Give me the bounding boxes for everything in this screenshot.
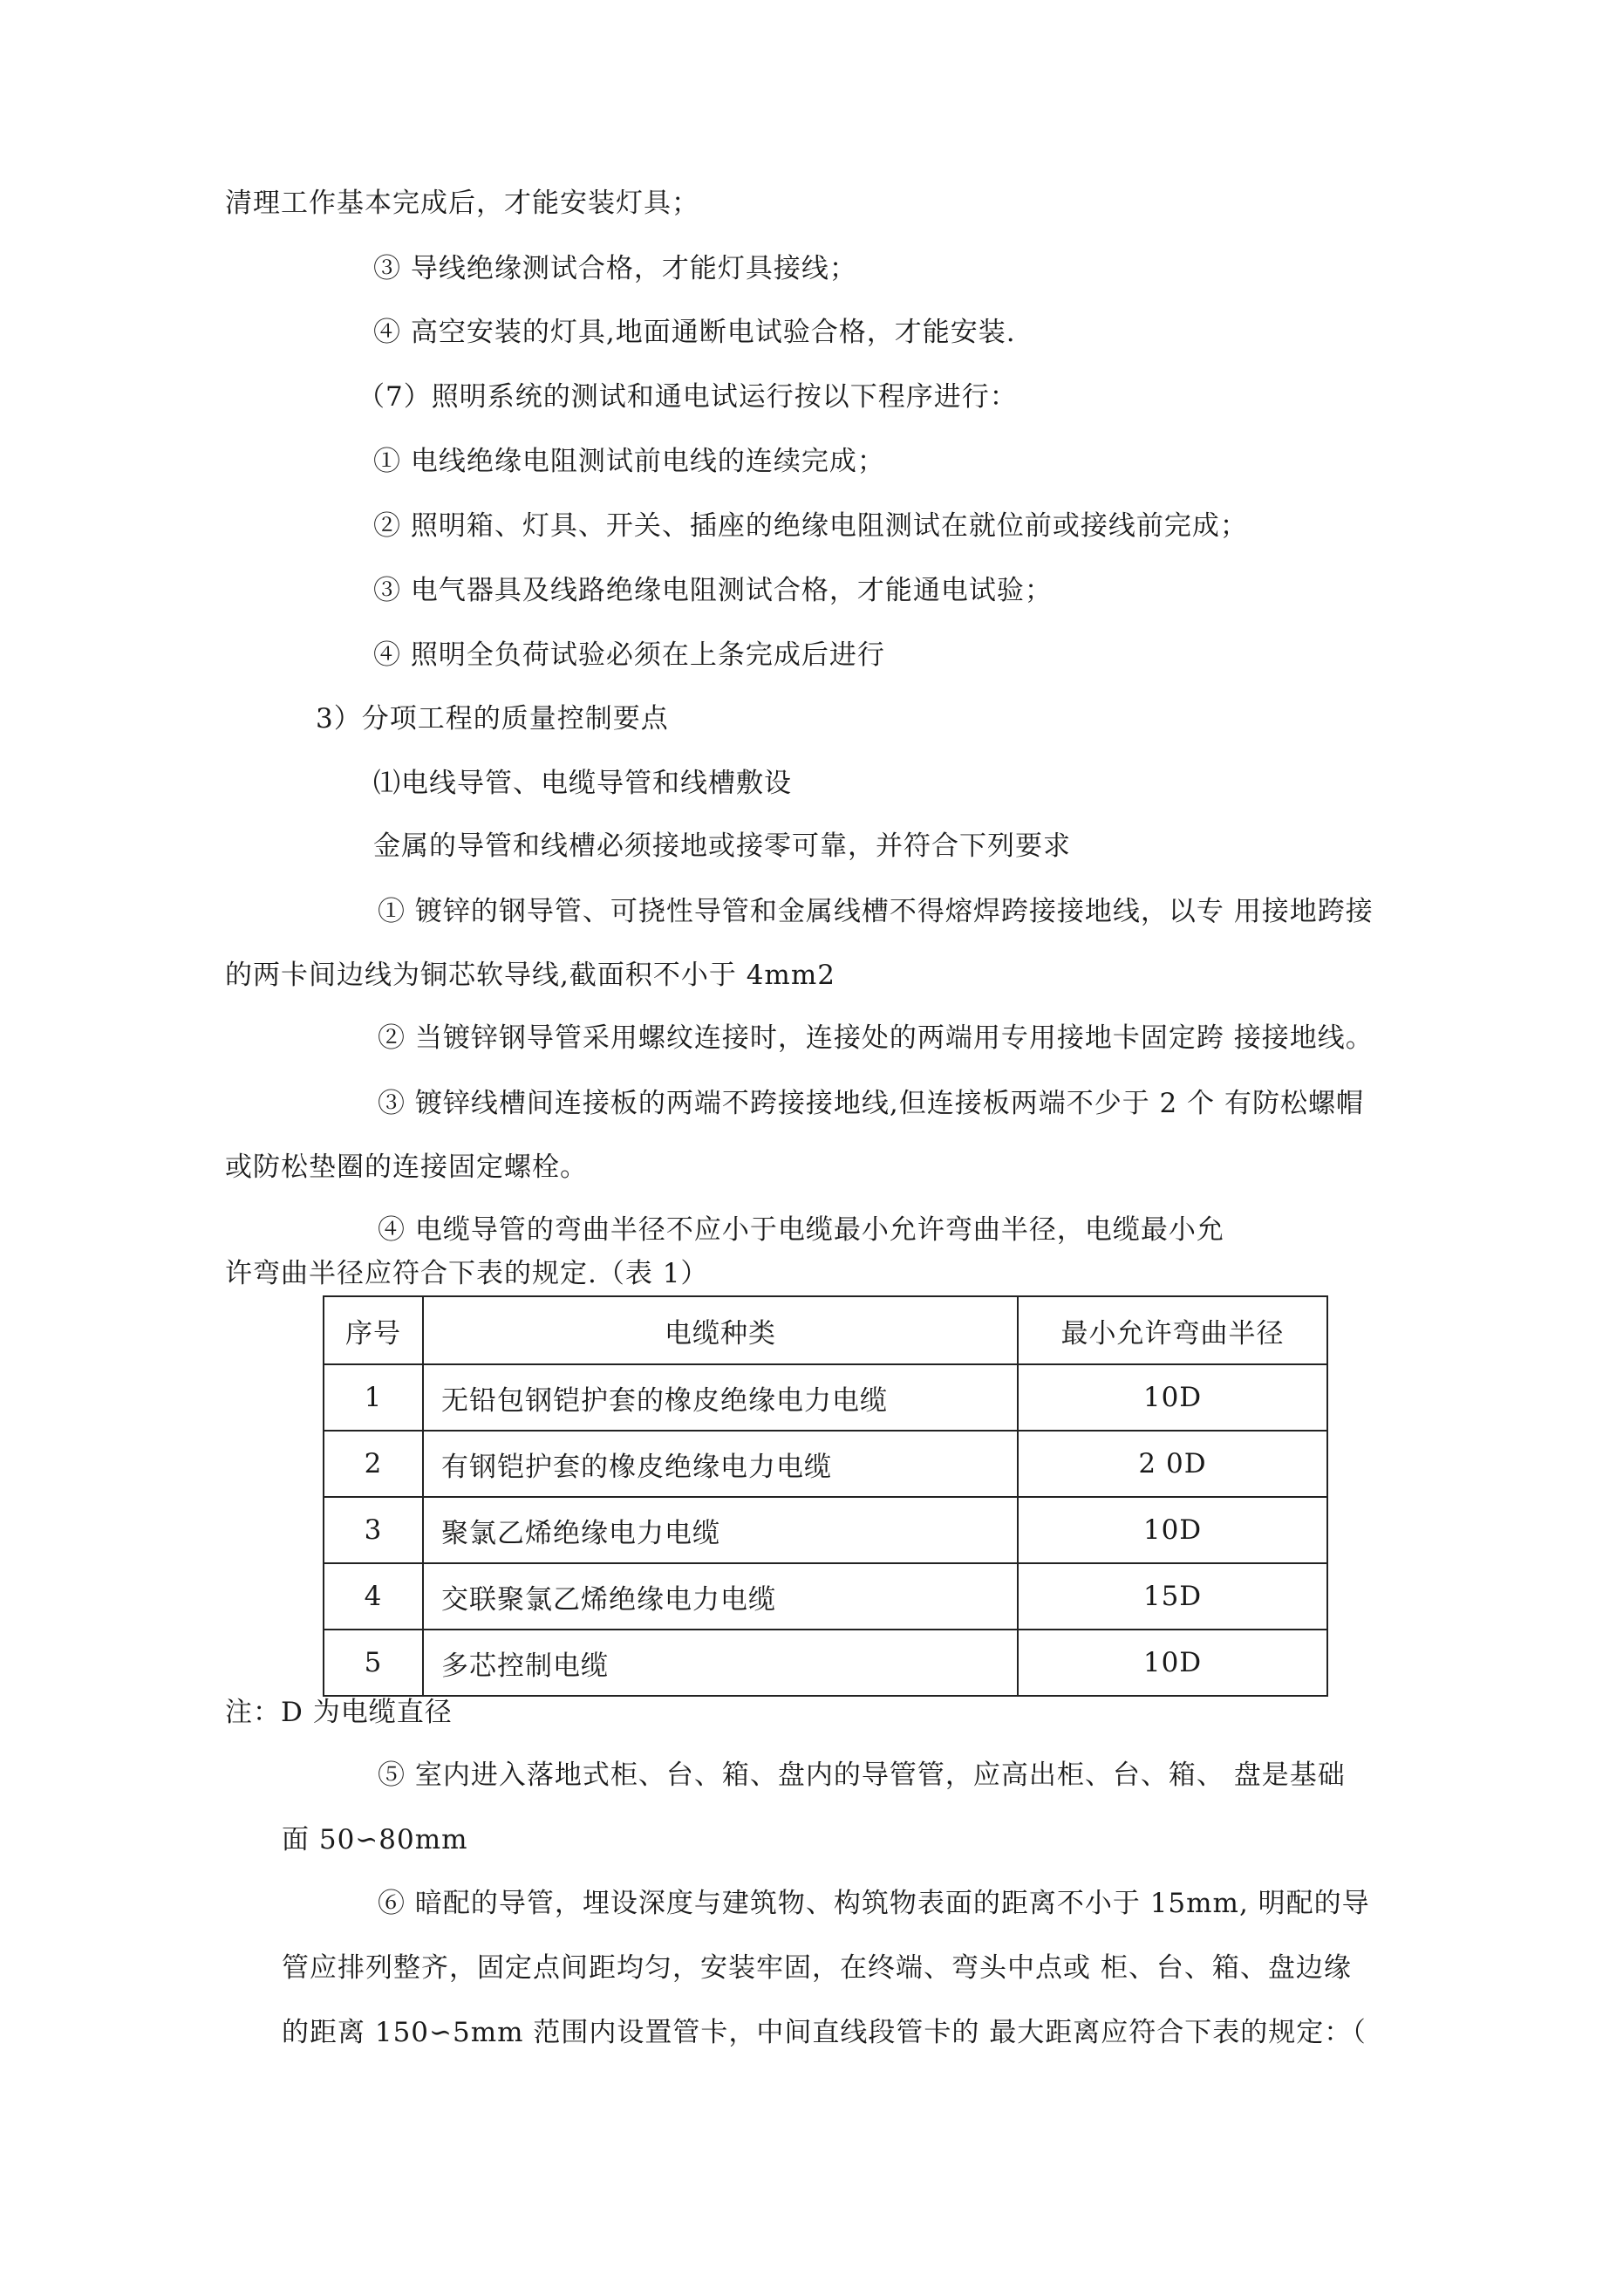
paragraph: ⑤ 室内进入落地式柜、台、箱、盘内的导管管，应高出柜、台、箱、 盘是基础 bbox=[378, 1760, 1346, 1791]
paragraph: 管应排列整齐，固定点间距均匀，安装牢固，在终端、弯头中点或 柜、台、箱、盘边缘 bbox=[282, 1952, 1352, 1984]
paragraph: ① 镀锌的钢导管、可挠性导管和金属线槽不得熔焊跨接接地线，以专 用接地跨接 bbox=[378, 896, 1374, 927]
paragraph: ② 照明箱、灯具、开关、插座的绝缘电阻测试在就位前或接线前完成； bbox=[373, 510, 1248, 542]
table-header-row bbox=[324, 1296, 1327, 1364]
paragraph: ④ 电缆导管的弯曲半径不应小于电缆最小允许弯曲半径，电缆最小允 bbox=[378, 1214, 1224, 1246]
table-cell-radius: 10D bbox=[1018, 1630, 1327, 1696]
table-cell-no: 4 bbox=[324, 1563, 423, 1630]
table-cell-no: 1 bbox=[324, 1364, 423, 1431]
paragraph: 面 50∽80mm bbox=[282, 1824, 468, 1855]
paragraph: 清理工作基本完成后，才能安装灯具； bbox=[225, 188, 699, 219]
paragraph: ③ 镀锌线槽间连接板的两端不跨接接地线,但连接板两端不少于 2 个 有防松螺帽 bbox=[378, 1088, 1364, 1119]
table-cell-type: 多芯控制电缆 bbox=[423, 1630, 1018, 1696]
table-cell-radius: 15D bbox=[1018, 1563, 1327, 1630]
section-heading: 3）分项工程的质量控制要点 bbox=[316, 703, 669, 735]
table-cell-no: 3 bbox=[324, 1497, 423, 1563]
table-row bbox=[324, 1364, 1327, 1431]
table-header-cell: 序号 bbox=[324, 1296, 423, 1364]
paragraph: ③ 导线绝缘测试合格，才能灯具接线； bbox=[373, 253, 857, 284]
paragraph: ⑥ 暗配的导管，埋设深度与建筑物、构筑物表面的距离不小于 15mm, 明配的导 bbox=[378, 1888, 1370, 1919]
table-caption: 许弯曲半径应符合下表的规定.（表 1） bbox=[225, 1258, 709, 1289]
paragraph: 的两卡间边线为铜芯软导线,截面积不小于 4mm2 bbox=[225, 960, 835, 991]
paragraph: 的距离 150∽5mm 范围内设置管卡，中间直线段管卡的 最大距离应符合下表的规定：（ bbox=[282, 2017, 1367, 2048]
subsection-heading: ⑴电线导管、电缆导管和线槽敷设 bbox=[373, 768, 792, 799]
table-cell-type: 无铅包钢铠护套的橡皮绝缘电力电缆 bbox=[423, 1364, 1018, 1431]
table-cell-type: 聚氯乙烯绝缘电力电缆 bbox=[423, 1497, 1018, 1563]
paragraph: （7）照明系统的测试和通电试运行按以下程序进行： bbox=[358, 381, 1018, 413]
table-cell-no: 2 bbox=[324, 1431, 423, 1497]
table-cell-type: 交联聚氯乙烯绝缘电力电缆 bbox=[423, 1563, 1018, 1630]
table-row bbox=[324, 1630, 1327, 1696]
table-cell-type: 有钢铠护套的橡皮绝缘电力电缆 bbox=[423, 1431, 1018, 1497]
paragraph: ① 电线绝缘电阻测试前电线的连续完成； bbox=[373, 446, 885, 477]
table-cell-radius: 10D bbox=[1018, 1497, 1327, 1563]
table-header-cell: 最小允许弯曲半径 bbox=[1018, 1296, 1327, 1364]
table-row bbox=[324, 1497, 1327, 1563]
table-row bbox=[324, 1563, 1327, 1630]
bending-radius-table bbox=[323, 1295, 1328, 1697]
table-cell-no: 5 bbox=[324, 1630, 423, 1696]
paragraph: ④ 高空安装的灯具,地面通断电试验合格，才能安装. bbox=[373, 317, 1016, 348]
paragraph: ② 当镀锌钢导管采用螺纹连接时，连接处的两端用专用接地卡固定跨 接接地线。 bbox=[378, 1022, 1374, 1054]
table-row bbox=[324, 1431, 1327, 1497]
table-cell-radius: 10D bbox=[1018, 1364, 1327, 1431]
table-header-cell: 电缆种类 bbox=[423, 1296, 1018, 1364]
paragraph: 或防松垫圈的连接固定螺栓。 bbox=[225, 1151, 588, 1183]
table-cell-radius: 2 0D bbox=[1018, 1431, 1327, 1497]
paragraph: ④ 照明全负荷试验必须在上条完成后进行 bbox=[373, 639, 885, 671]
paragraph: 金属的导管和线槽必须接地或接零可靠，并符合下列要求 bbox=[373, 830, 1071, 862]
paragraph: ③ 电气器具及线路绝缘电阻测试合格，才能通电试验； bbox=[373, 575, 1053, 606]
table-note: 注：D 为电缆直径 bbox=[225, 1697, 453, 1728]
